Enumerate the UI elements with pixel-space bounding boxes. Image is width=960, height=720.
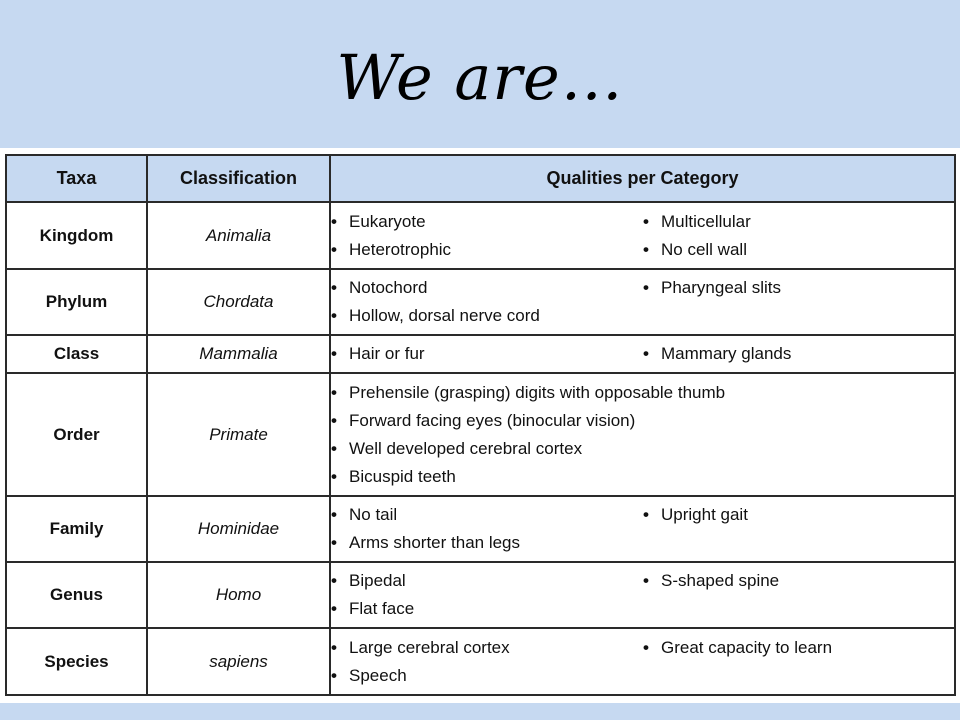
quality-text: Bicuspid teeth [349,466,456,486]
slide-title: We are… [336,41,624,114]
bullet-icon: • [331,571,337,590]
quality-text: Notochord [349,278,428,297]
classification-cell: Mammalia [147,335,330,373]
table-frame [0,148,960,703]
quality-item [331,211,643,233]
quality-item [331,637,643,659]
quality-text: Multicellular [661,211,751,231]
bullet-icon: • [331,466,337,486]
bullet-icon: • [331,278,337,297]
qualities-cell [330,628,955,695]
qualities-list [331,343,954,365]
quality-item [331,504,643,526]
quality-text: Pharyngeal slits [661,278,782,297]
bullet-icon: • [331,344,337,363]
quality-item [643,504,954,526]
bullet-icon: • [331,410,337,430]
quality-item [331,598,643,620]
qualities-list [331,382,954,488]
table-row [6,269,955,335]
quality-item [331,277,643,299]
bullet-icon: • [643,637,649,657]
taxon-cell: Phylum [6,269,147,335]
bullet-icon: • [331,665,337,685]
bullet-icon: • [643,505,649,524]
taxon-cell: Species [6,628,147,695]
table-row [6,335,955,373]
classification-cell: Animalia [147,202,330,269]
bullet-icon: • [331,637,337,657]
quality-text: Hair or fur [349,344,425,363]
classification-cell: sapiens [147,628,330,695]
classification-cell: Hominidae [147,496,330,562]
table-row [6,628,955,695]
quality-item [643,637,954,659]
qualities-list [331,570,954,620]
quality-item [643,239,954,261]
qualities-cell [330,335,955,373]
quality-item [331,570,643,592]
qualities-list [331,637,954,687]
quality-text: Flat face [349,599,415,618]
quality-text: No tail [349,505,398,524]
taxon-cell: Order [6,373,147,496]
quality-item [331,532,643,554]
qualities-cell [330,562,955,628]
taxonomy-table [5,154,956,696]
quality-item [643,277,954,299]
quality-item [331,343,643,365]
quality-item [331,410,954,432]
bullet-icon: • [643,211,649,231]
quality-text: Upright gait [661,505,748,524]
quality-text: Mammary glands [661,344,792,363]
bullet-icon: • [331,306,337,325]
taxon-cell: Kingdom [6,202,147,269]
quality-text: Arms shorter than legs [349,533,521,552]
bullet-icon: • [331,211,337,231]
table-row [6,202,955,269]
qualities-cell [330,269,955,335]
table-row [6,373,955,496]
bullet-icon: • [331,382,337,402]
quality-item [331,466,954,488]
quality-text: Bipedal [349,571,406,590]
header-classification: Classification [147,155,330,202]
bullet-icon: • [331,599,337,618]
bullet-icon: • [643,239,649,259]
quality-item [331,438,954,460]
quality-item [331,305,643,327]
classification-cell: Chordata [147,269,330,335]
bullet-icon: • [643,278,649,297]
quality-text: Eukaryote [349,211,426,231]
classification-cell: Homo [147,562,330,628]
header-taxa: Taxa [6,155,147,202]
quality-text: Forward facing eyes (binocular vision) [349,410,636,430]
quality-item [331,382,954,404]
quality-item [643,343,954,365]
quality-text: Large cerebral cortex [349,637,510,657]
table-body [6,202,955,695]
classification-cell: Primate [147,373,330,496]
quality-text: Heterotrophic [349,239,452,259]
quality-item [331,665,643,687]
table-row [6,562,955,628]
quality-text: Speech [349,665,407,685]
quality-text: S-shaped spine [661,571,780,590]
quality-text: Well developed cerebral cortex [349,438,583,458]
bullet-icon: • [331,239,337,259]
qualities-list [331,504,954,554]
qualities-cell [330,202,955,269]
quality-item [331,239,643,261]
taxon-cell: Family [6,496,147,562]
bullet-icon: • [643,344,649,363]
bullet-icon: • [331,438,337,458]
quality-text: Great capacity to learn [661,637,833,657]
table-header-row [6,155,955,202]
bullet-icon: • [331,533,337,552]
quality-text: No cell wall [661,239,747,259]
quality-item [643,211,954,233]
bottom-strip [0,703,960,720]
bullet-icon: • [643,571,649,590]
taxon-cell: Genus [6,562,147,628]
quality-text: Hollow, dorsal nerve cord [349,306,540,325]
qualities-list [331,211,954,261]
bullet-icon: • [331,505,337,524]
qualities-list [331,277,954,327]
quality-text: Prehensile (grasping) digits with opposable thumb [349,382,726,402]
table-row [6,496,955,562]
quality-item [643,570,954,592]
qualities-cell [330,496,955,562]
qualities-cell [330,373,955,496]
taxon-cell: Class [6,335,147,373]
header-qualities: Qualities per Category [330,155,955,202]
